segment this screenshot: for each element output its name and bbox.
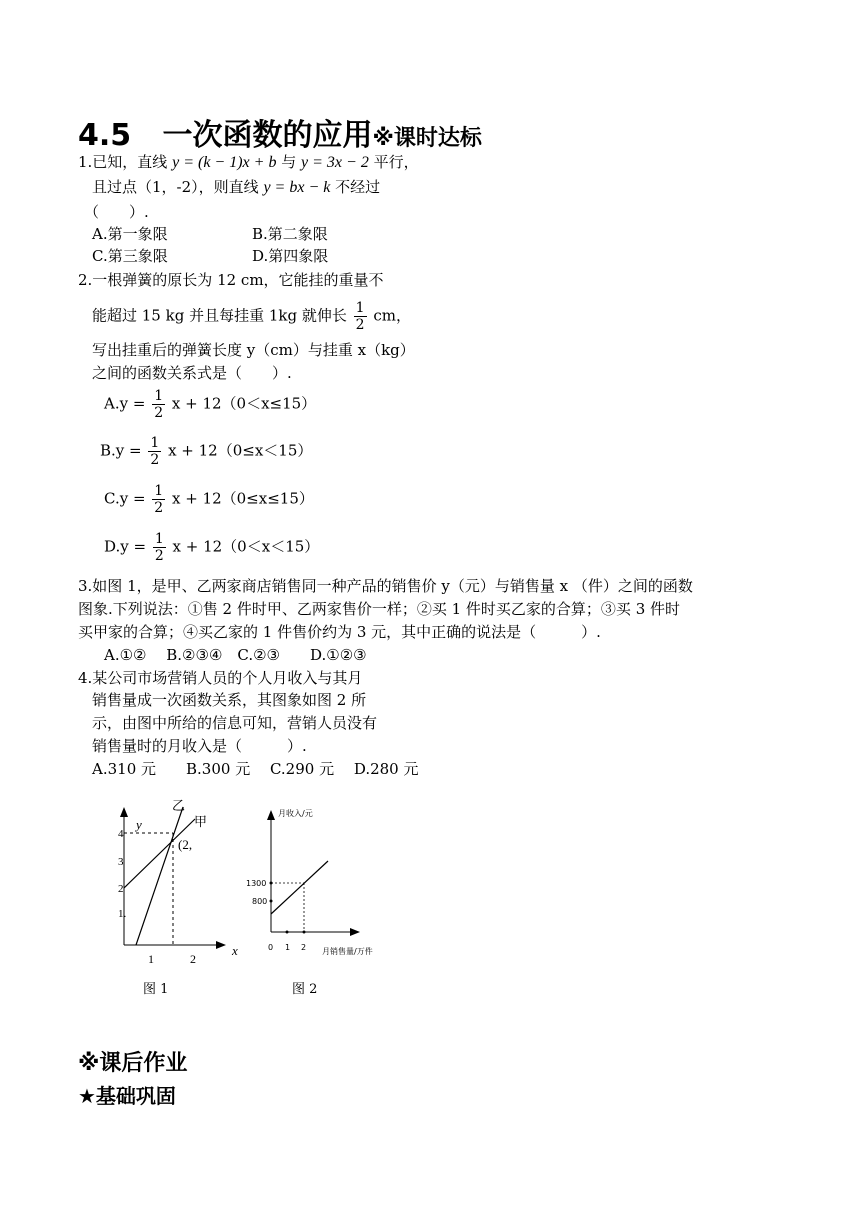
- figure-1: [100, 795, 260, 975]
- fig1-x-tick-2: 2: [190, 952, 196, 966]
- q3-line3: 买甲家的合算；④买乙家的 1 件售价约为 3 元，其中正确的说法是（ ）.: [78, 623, 601, 641]
- fig1-y-label: y: [136, 817, 142, 832]
- page-title: [78, 110, 482, 154]
- q2-option-a: A.y = $\frac{1}{2}$ x + 12（0＜x≤15）: [104, 388, 317, 421]
- figure-2: [240, 800, 385, 965]
- q1-line3: （ ）.: [84, 203, 149, 221]
- fig1-label-yi: 乙: [172, 798, 186, 813]
- q2-option-b: B.y = $\frac{1}{2}$ x + 12（0≤x＜15）: [100, 435, 313, 468]
- figure-2-caption: 图 2: [292, 982, 318, 997]
- q4-line3: 示，由图中所给的信息可知，营销人员没有: [92, 714, 378, 732]
- fig1-y-tick-3: 3: [118, 856, 124, 868]
- q1-option-b: B.第二象限: [252, 225, 328, 243]
- fig1-line-yi: [136, 807, 183, 945]
- fig2-dot-800: [270, 900, 273, 903]
- fig1-label-jia: 甲: [194, 814, 208, 829]
- q4-line1: 4.某公司市场营销人员的个人月收入与其月: [78, 669, 363, 687]
- q4-options: A.310 元 B.300 元 C.290 元 D.280 元: [92, 760, 419, 778]
- q1-option-a: A.第一象限: [92, 225, 168, 243]
- q2-option-c: C.y = $\frac{1}{2}$ x + 12（0≤x≤15）: [104, 483, 314, 516]
- q4-line4: 销售量时的月收入是（ ）.: [92, 737, 307, 755]
- q2-line1: 2.一根弹簧的原长为 12 cm，它能挂的重量不: [78, 271, 384, 289]
- fig2-dot-x2: [303, 931, 306, 934]
- fig1-y-tick-2: 2: [118, 883, 124, 895]
- fig2-x-tick-0: 0: [268, 943, 274, 952]
- fig2-dot-x1: [286, 931, 289, 934]
- q1-line2: 且过点（1，-2），则直线 y = bx − k 不经过: [92, 178, 381, 196]
- fig1-point-label: (2,: [178, 837, 193, 852]
- figure-1-caption: 图 1: [143, 982, 169, 997]
- fig2-y-label: 月收入/元: [278, 809, 313, 818]
- fig2-x-label: 月销售量/万件: [322, 947, 373, 956]
- section-title: 一次函数的应用: [162, 118, 373, 153]
- fig1-x-arrow: [216, 941, 226, 949]
- q2-line2: 能超过 15 kg 并且每挂重 1kg 就伸长 $\frac{1}{2}$ cm，: [92, 300, 411, 333]
- q3-options: A.①② B.②③④ C.②③ D.①②③: [104, 646, 367, 664]
- fig2-y-arrow: [267, 810, 275, 820]
- fig1-y-tick-1: 1.: [118, 908, 127, 920]
- homework-subtitle: ★基础巩固: [78, 1084, 176, 1108]
- q3-line2: 图象.下列说法：①售 2 件时甲、乙两家售价一样；②买 1 件时买乙家的合算；③买 3 件时: [78, 600, 681, 618]
- q1-option-d: D.第四象限: [252, 247, 329, 265]
- section-number: 4.5: [78, 118, 132, 153]
- fig1-y-tick-4: 4: [118, 828, 124, 840]
- fig2-y-tick-1300: 1300: [246, 879, 267, 888]
- homework-title: ※课后作业: [78, 1051, 188, 1076]
- fig1-x-tick-1: 1: [148, 952, 154, 966]
- q1-option-c: C.第三象限: [92, 247, 168, 265]
- q4-line2: 销售量成一次函数关系，其图象如图 2 所: [92, 691, 367, 709]
- q2-fraction: $\frac{1}{2}$: [355, 300, 365, 333]
- fig2-x-tick-2: 2: [301, 943, 307, 952]
- fig1-x-label: x: [232, 943, 238, 958]
- q2-line4: 之间的函数关系式是（ ）.: [92, 364, 292, 382]
- q3-line1: 3.如图 1，是甲、乙两家商店销售同一种产品的销售价 y（元）与销售量 x （件）之间的函数: [78, 577, 693, 595]
- q2-option-d: D.y = $\frac{1}{2}$ x + 12（0＜x＜15）: [104, 531, 320, 564]
- fig2-x-tick-1: 1: [285, 943, 291, 952]
- fig2-dot-1300: [270, 882, 273, 885]
- fig2-line: [271, 861, 328, 914]
- q2-line3: 写出挂重后的弹簧长度 y（cm）与挂重 x（kg）: [92, 341, 415, 359]
- q1-line1: 1.已知，直线 y = (k − 1)x + b 与 y = 3x − 2 平行，: [78, 153, 419, 171]
- fig2-y-tick-800: 800: [252, 897, 268, 906]
- section-subtitle: ※课时达标: [372, 126, 482, 151]
- fig2-x-arrow: [350, 928, 360, 936]
- fig1-y-arrow: [120, 807, 128, 817]
